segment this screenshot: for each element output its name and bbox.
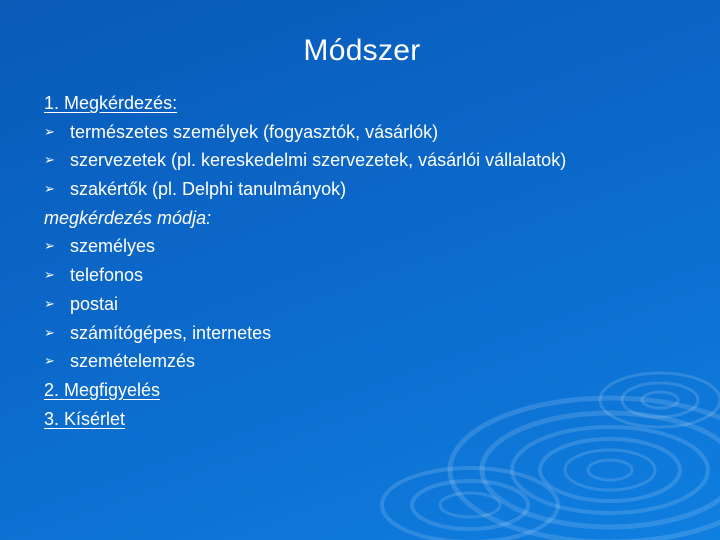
list-item-text: természetes személyek (fogyasztók, vásárlók): [70, 121, 439, 142]
list-item: [44, 118, 704, 147]
list-item-text: személyes: [70, 236, 156, 257]
mode-heading: megkérdezés módja:: [44, 207, 212, 228]
arrow-bullet-icon: ➢: [44, 123, 55, 139]
arrow-bullet-icon: ➢: [44, 152, 55, 168]
method-3-heading: 3. Kísérlet: [44, 408, 126, 429]
arrow-bullet-icon: ➢: [44, 324, 55, 340]
list-item: [44, 319, 704, 348]
list-item-text: postai: [70, 293, 119, 314]
arrow-bullet-icon: ➢: [44, 181, 55, 197]
list-item: [44, 347, 704, 376]
slide-content: [44, 89, 704, 433]
slide-title: Módszer: [303, 34, 421, 67]
list-item: [44, 261, 704, 290]
list-item: [44, 290, 704, 319]
list-item-text: szemételemzés: [70, 351, 196, 372]
arrow-bullet-icon: ➢: [44, 238, 55, 254]
list-item: [44, 232, 704, 261]
list-item-text: számítógépes, internetes: [70, 322, 272, 343]
list-item-text: szakértők (pl. Delphi tanulmányok): [70, 179, 347, 200]
arrow-bullet-icon: ➢: [44, 267, 55, 283]
list-item-text: szervezetek (pl. kereskedelmi szervezetek, vásárlói vállalatok): [70, 150, 567, 171]
list-item-text: telefonos: [70, 265, 144, 286]
method-1-heading: 1. Megkérdezés:: [44, 93, 178, 113]
arrow-bullet-icon: ➢: [44, 295, 55, 311]
method-2-heading: 2. Megfigyelés: [44, 379, 161, 400]
list-item: [44, 175, 704, 204]
list-item: [44, 146, 704, 175]
arrow-bullet-icon: ➢: [44, 353, 55, 369]
